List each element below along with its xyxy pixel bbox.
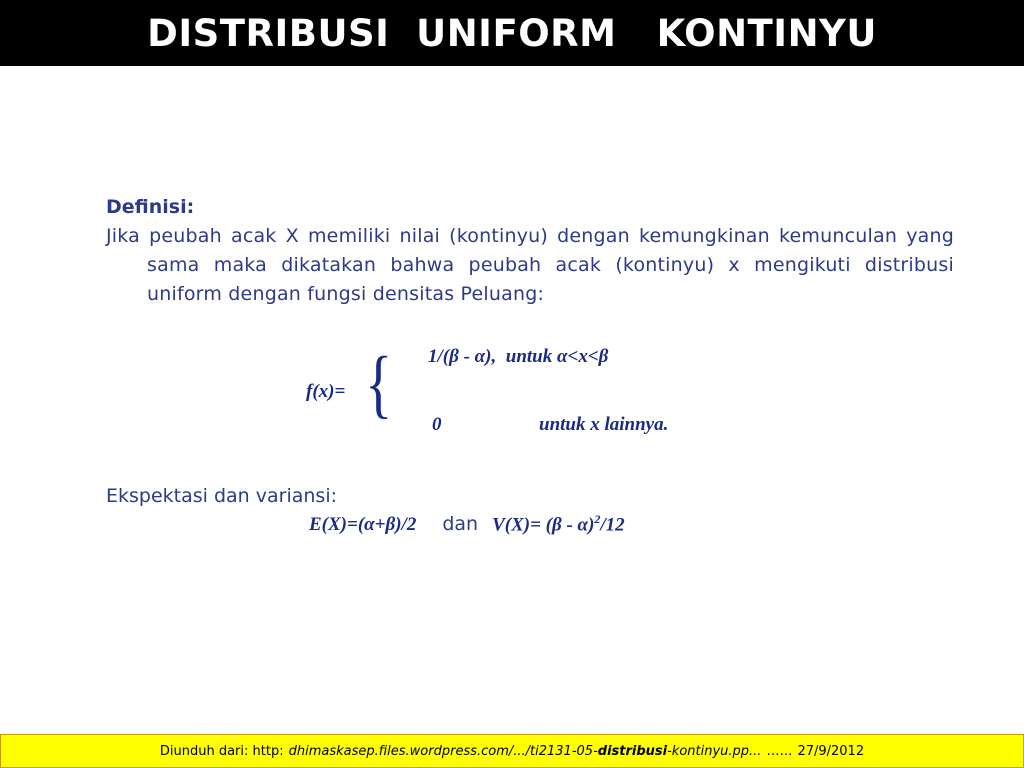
title-bar [0, 0, 1024, 66]
footer-url[interactable] [289, 744, 762, 759]
footer-prefix: Diunduh dari: http: [159, 743, 284, 759]
footer-url-start: dhimaskasep.files.wordpress.com/.../ti2131-05- [288, 743, 598, 759]
pdf-case-1: 1/(β - α), untuk α<x<β [428, 346, 609, 367]
pdf-lhs: f(x)= [306, 381, 346, 402]
definition-section [106, 192, 954, 309]
expectation-label: Ekspektasi dan variansi: [106, 485, 337, 507]
variance-main: V(X)= (β - α) [492, 514, 595, 536]
footer-date: 27/9/2012 [797, 743, 865, 759]
footer-ellipsis: …… [766, 743, 793, 759]
pdf-case-2-value: 0 [432, 414, 442, 435]
pdf-brace: { [365, 342, 393, 426]
variance-tail: /12 [600, 514, 625, 536]
variance-formula [492, 512, 625, 536]
connector-text: dan [442, 513, 479, 536]
slide-title: DISTRIBUSI UNIFORM KONTINYU [147, 11, 877, 55]
pdf-case-2-condition: untuk x lainnya. [539, 414, 669, 435]
footer-url-end: -kontinyu.pp... [667, 743, 762, 759]
expectation-formulas [309, 512, 625, 536]
footer-url-bold: distribusi [597, 743, 668, 759]
variance-exponent: 2 [594, 512, 601, 526]
expectation-formula: E(X)=(α+β)/2 [309, 514, 417, 536]
definition-heading: Definisi: [106, 196, 195, 218]
source-footer [0, 734, 1024, 768]
definition-text: Jika peubah acak X memiliki nilai (kontinyu) dengan kemungkinan kemunculan yang sama maka dikatakan bahwa peubah acak (kontinyu) x mengikuti distribusi uniform dengan fungsi densitas Peluang: [106, 225, 954, 305]
